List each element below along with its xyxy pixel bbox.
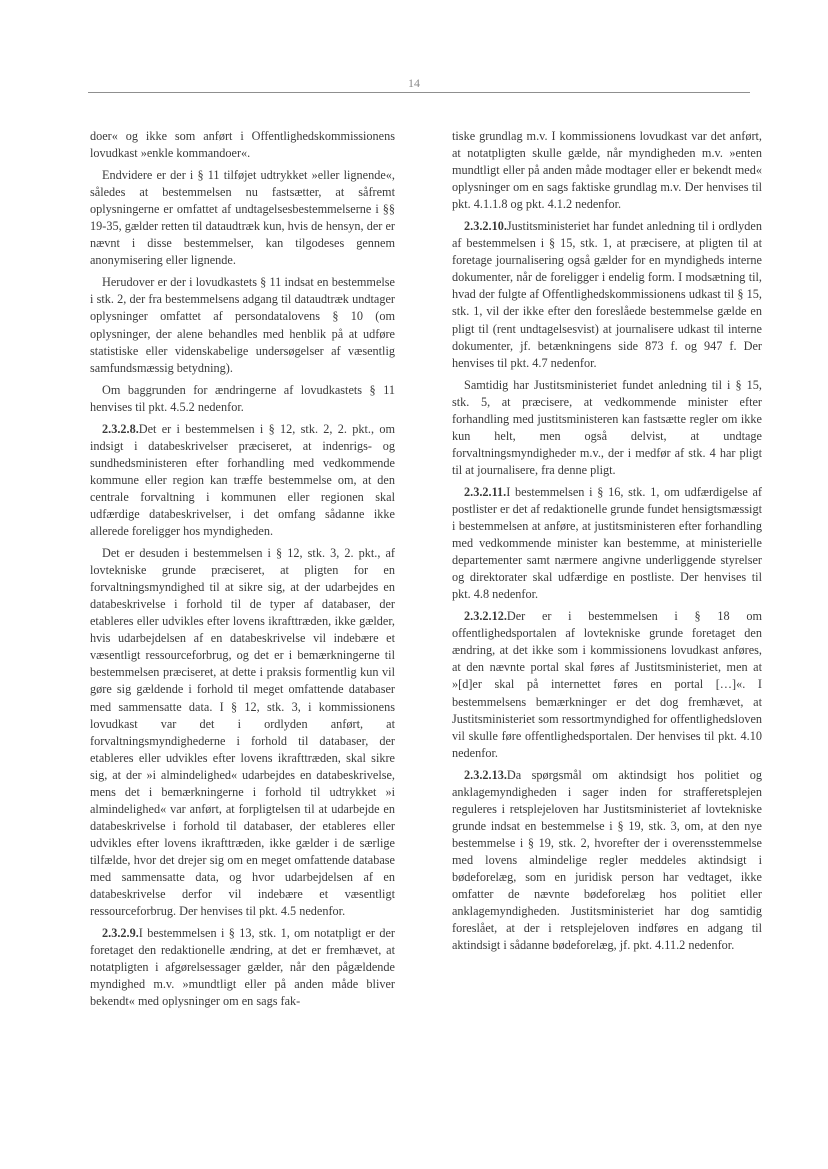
paragraph: [452, 484, 762, 603]
paragraph-text: Det er desuden i bestemmelsen i § 12, stk. 3, 2. pkt., af lovtekniske grunde præciseret, at pligten for en forvaltningsmyndighed til at sikre sig, at der udarbejdes en databeskrivelse i forhold til de typer af databaser, der etableres eller udvikles efter lovens ikrafttræden, ikke gælder, hvis udarbejdelsen af en databeskrivelse vil indebære et væsentligt ressourceforbrug, og det er i bemærkningerne til bestemmelsen præciseret, at dette i praksis formentlig kun vil gøre sig gældende i forhold til meget omfattende databaser med sammensatte data. I § 12, stk. 3, i kommissionens lovudkast var det i ordlyden anført, at forvaltningsmyndighederne i forhold til databaser, der etableres eller udvikles efter lovens ikrafttræden, skal sikre sig, at der »i almindelighed« udarbejdes en databeskrivelse, mens det i bemærkningerne i forhold til udtrykket »i almindelighed« var anført, at forpligtelsen til at udarbejde en databeskrivelse i forhold til databaser, der etableres eller udvikles efter lovens ikrafttræden, ikke gælder i de særlige tilfælde, hvor det drejer sig om en meget omfattende database med sammensatte data, og hvor udarbejdelsen af en databeskrivelse derfor vil indebære et væsentligt ressourceforbrug. Der henvises til pkt. 4.5 nedenfor.: [90, 546, 395, 919]
right-column: [452, 128, 762, 959]
paragraph: [452, 377, 762, 479]
paragraph: [90, 545, 395, 920]
paragraph-text: Om baggrunden for ændringerne af lovudkastets § 11 henvises til pkt. 4.5.2 nedenfor.: [90, 382, 395, 414]
paragraph-text: Justitsministeriet har fundet anledning til i ordlyden af bestemmelsen i § 15, stk. 1, at præcisere, at pligten til at foretage journalisering også gælder for en myndigheds interne dokumenter, når de foreligger i endelig form. I modsætning til, hvad der fulgte af Offentlighedskommissionens udkast til § 15, stk. 1, vil der ikke efter den foreslåede bestemmelse gælde en pligt til (rent undtagelsesvist) at journalisere udkast til interne dokumenter, jf. betænkningens side 873 f. og 947 f. Der henvises til pkt. 4.7 nedenfor.: [452, 219, 762, 370]
section-number: 2.3.2.9.: [102, 926, 139, 941]
paragraph-text: Det er i bestemmelsen i § 12, stk. 2, 2. pkt., om indsigt i databeskrivelser præciseret, at indenrigs- og sundhedsministeren efter forhandling med vedkommende kommune eller region kan træffe bestemmelse om, at den centrale forvaltning i kommunen eller regionen skal udfærdige databeskrivelser, i det omfang sådanne ikke allerede foreligger hos myndigheden.: [90, 421, 395, 539]
left-column: [90, 128, 395, 1015]
section-number: 2.3.2.12.: [464, 609, 507, 624]
paragraph: [90, 925, 395, 1010]
paragraph-text: Der er i bestemmelsen i § 18 om offentlighedsportalen af lovtekniske grunde foretaget den ændring, at det ikke som i kommissionens lovudkast anføres, at den nævnte portal skal føres af Justitsministeriet, men at »[d]er skal på internettet føres en portal […]«. I bestemmelsens bemærkninger er det dog fremhævet, at Justitsministeriet som ressortmyndighed for offentlighedsloven vil skulle føre offentlighedsportalen. Der henvises til pkt. 4.10 nedenfor.: [452, 609, 762, 760]
section-number: 2.3.2.10.: [464, 219, 507, 234]
paragraph: [452, 767, 762, 955]
section-number: 2.3.2.13.: [464, 767, 507, 782]
paragraph: [90, 274, 395, 376]
paragraph-text: Herudover er der i lovudkastets § 11 indsat en bestemmelse i stk. 2, der fra bestemmelsens adgang til dataudtræk undtager oplysninger omfattet af persondatalovens § 10 (om oplysninger, der alene behandles med henblik på at udføre statistiske eller videnskabelige undersøgelser af væsentlig samfundsmæssig betydning).: [90, 275, 395, 375]
header-rule: [88, 92, 750, 93]
paragraph-text: doer« og ikke som anført i Offentlighedskommissionens lovudkast »enkle kommandoer«.: [90, 129, 395, 161]
paragraph: [90, 128, 395, 162]
paragraph: [452, 608, 762, 761]
paragraph-text: Da spørgsmål om aktindsigt hos politiet og anklagemyndigheden i sager inden for strafferetsplejen reguleres i retsplejeloven har Justitsministeriet af lovtekniske grunde indsat en bestemmelse i § 19, stk. 3, om, at den nye bestemmelse i § 19, stk. 2, hvorefter der i overensstemmelse med lovens almindelige regler meddeles aktindsigt i bødeforelæg, som en juridisk person har vedtaget, ikke omfatter de nævnte bødeforelæg hos politiet eller anklagemyndigheden. Justitsministeriet har dog samtidig foreslået, at der i retsplejeloven indføres en adgang til aktindsigt i sådanne bødeforelæg, jf. pkt. 4.11.2 nedenfor.: [452, 767, 762, 953]
section-number: 2.3.2.8.: [102, 421, 139, 436]
paragraph-text: Endvidere er der i § 11 tilføjet udtrykket »eller lignende«, således at bestemmelsen nu fastsætter, at såfremt oplysningerne er omfattet af undtagelsesbestemmelserne i §§ 19-35, gælder retten til dataudtræk kun, hvis de hensyn, der er nævnt i disse bestemmelser, kan tilgodeses gennem anonymisering eller lignende.: [90, 168, 395, 268]
paragraph: [452, 128, 762, 213]
paragraph-text: tiske grundlag m.v. I kommissionens lovudkast var det anført, at notatpligten skulle gælde, når myndigheden m.v. »enten mundtligt eller på anden måde modtager eller er bekendt med« oplysninger om en sags faktiske grundlag m.v. Der henvises til pkt. 4.1.1.8 og pkt. 4.1.2 nedenfor.: [452, 129, 762, 212]
paragraph: [90, 421, 395, 540]
paragraph-text: I bestemmelsen i § 16, stk. 1, om udfærdigelse af postlister er det af redaktionelle grunde fundet hensigtsmæssigt i bestemmelsen at anføre, at justitsministeren efter forhandling med vedkommende minister kan bestemme, at ministerielle departementer samt nærmere angivne underliggende styrelser og direktorater skal udfærdige en postliste. Der henvises til pkt. 4.8 nedenfor.: [452, 484, 762, 602]
paragraph: [90, 382, 395, 416]
paragraph-text: Samtidig har Justitsministeriet fundet anledning til i § 15, stk. 5, at præcisere, at vedkommende minister efter forhandling med justitsministeren kan fastsætte regler om ikke kun helt, men også delvist, at undtage forvaltningsmyndigheder m.v., der i medfør af stk. 4 har pligt til at journalisere, fra denne pligt.: [452, 377, 762, 477]
section-number: 2.3.2.11.: [464, 484, 507, 499]
page-number: 14: [408, 76, 420, 90]
paragraph: [90, 167, 395, 269]
paragraph: [452, 218, 762, 371]
paragraph-text: I bestemmelsen i § 13, stk. 1, om notatpligt er der foretaget den redaktionelle ændring, at det er fremhævet, at notatpligten i afgørelsessager gælder, når den pågældende myndighed m.v. »mundtligt eller på anden måde bliver bekendt« med oplysninger om en sags fak-: [90, 926, 395, 1009]
